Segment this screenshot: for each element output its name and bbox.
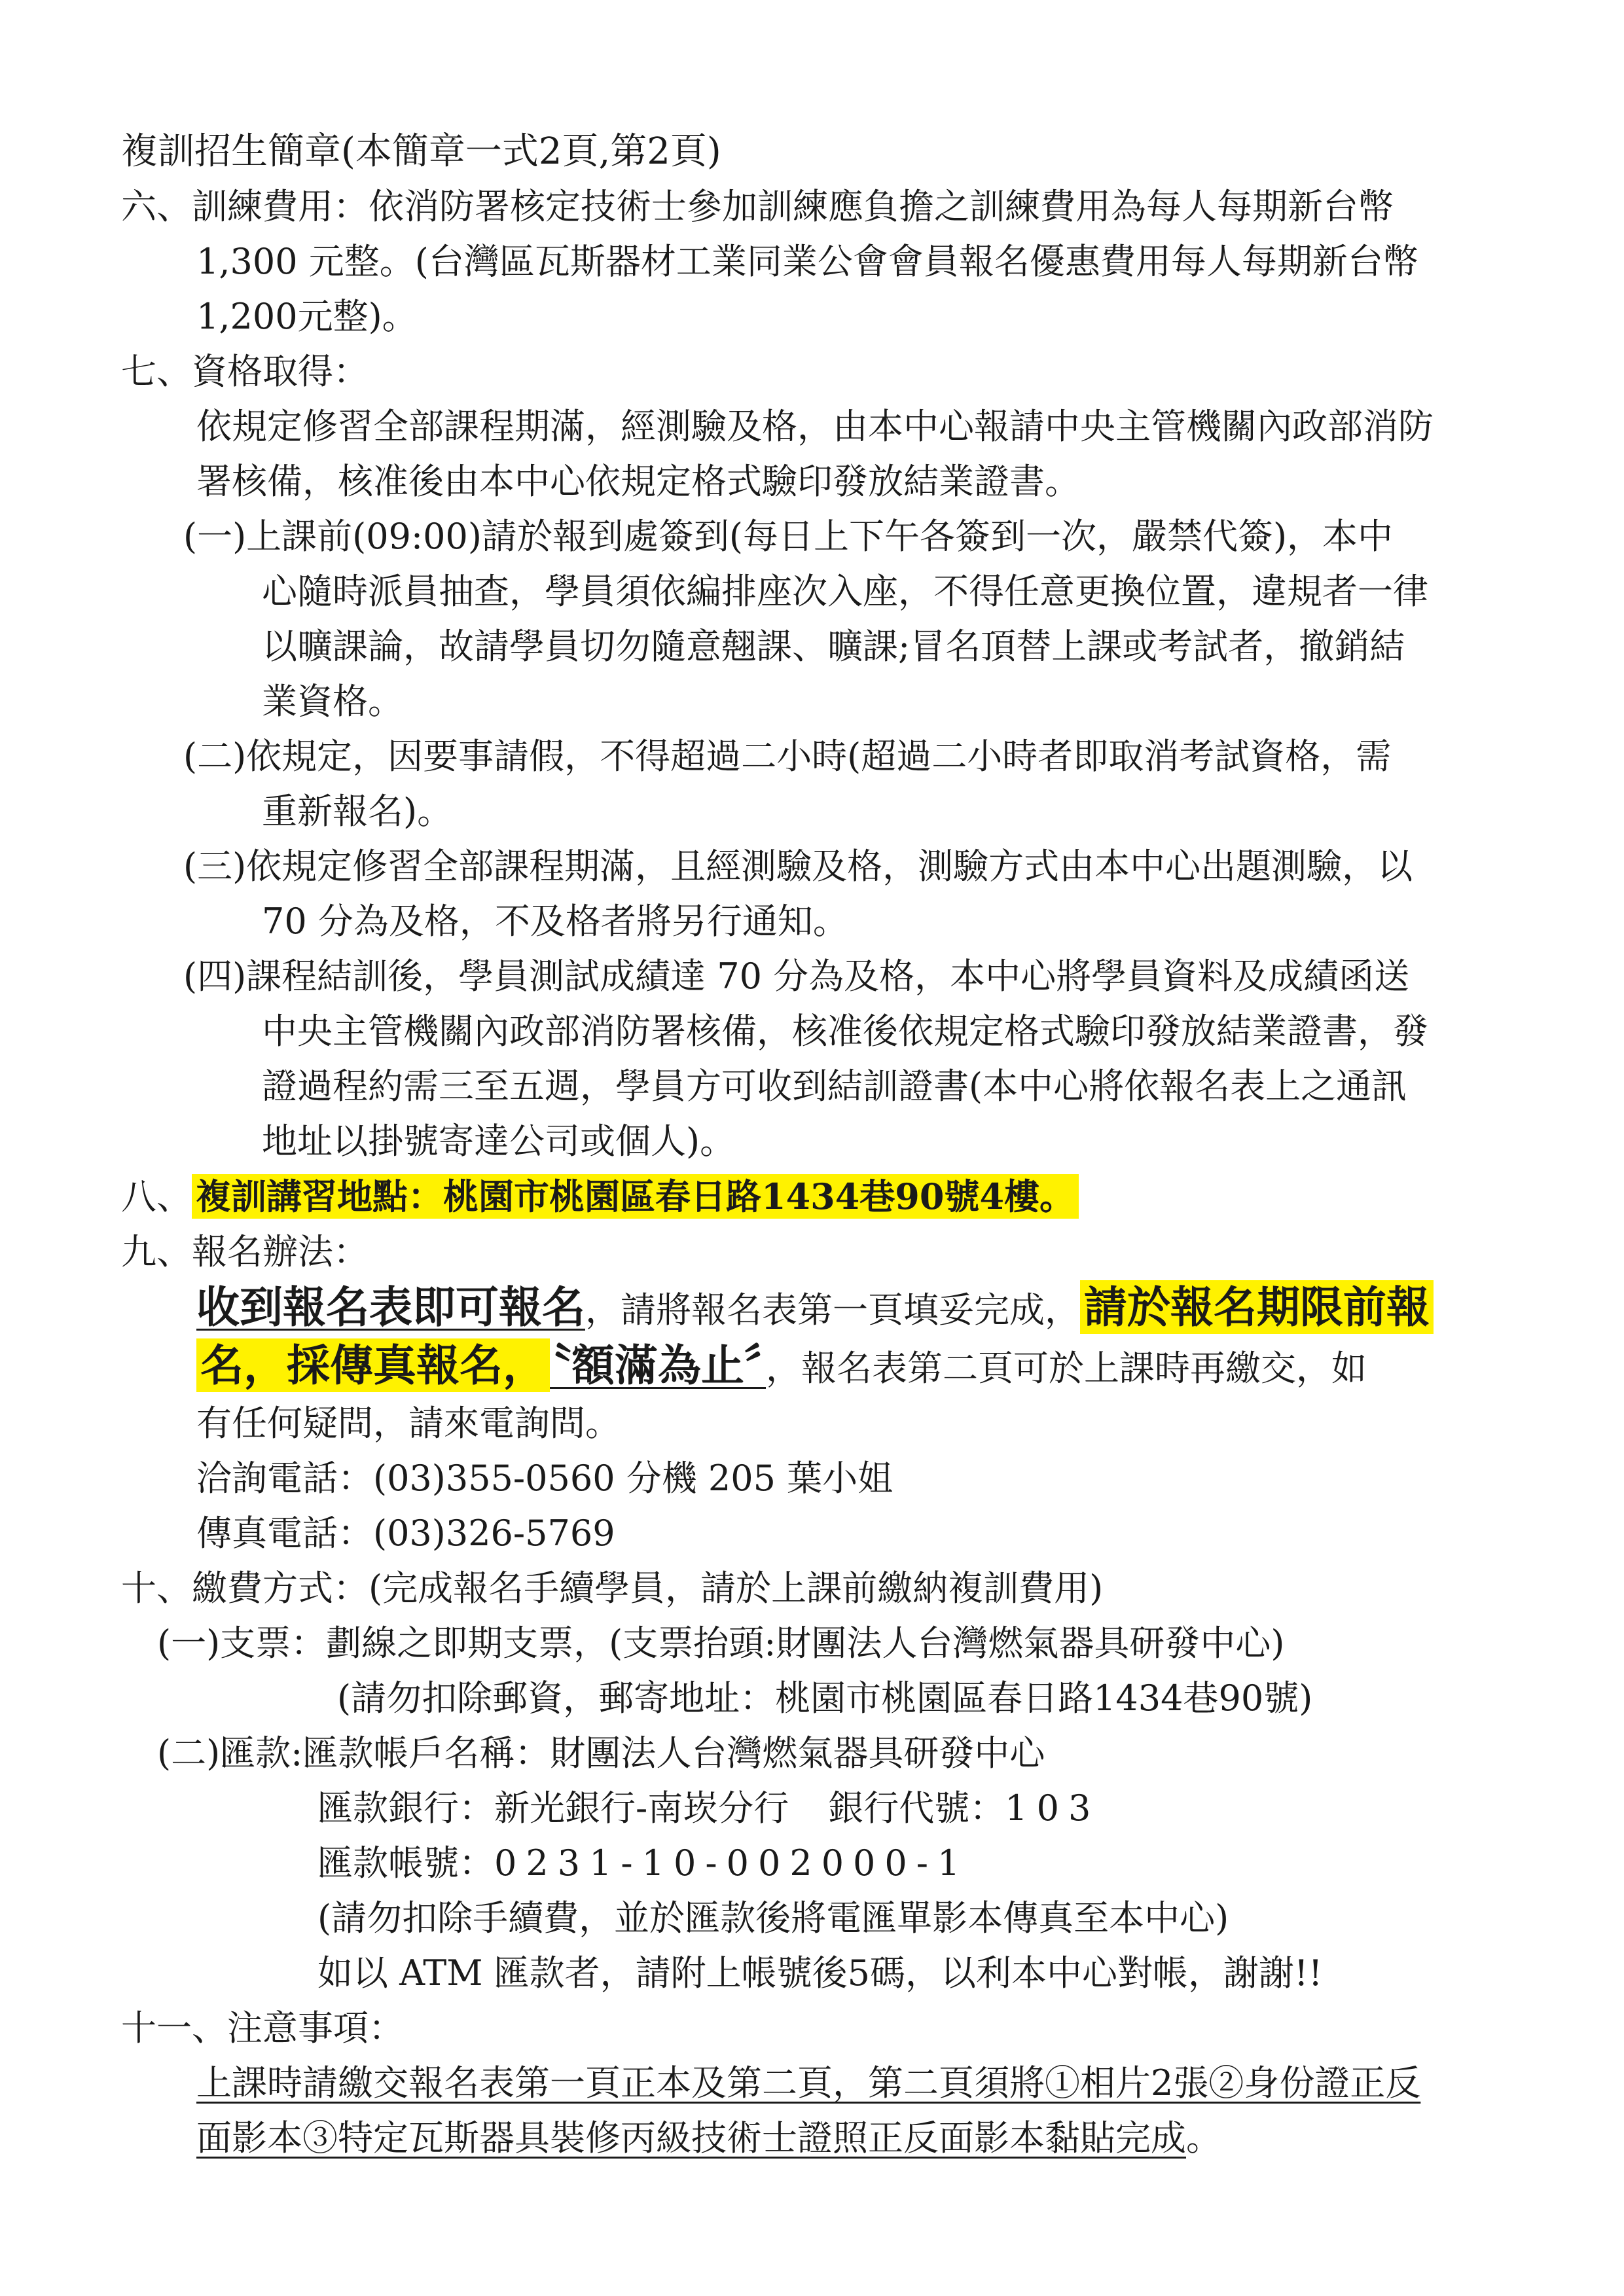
s10-cheque-line-2: (請勿扣除郵資，郵寄地址：桃園市桃園區春日路1434巷90號) [337,1677,1313,1719]
s10-atm: 如以 ATM 匯款者，請附上帳號後5碼，以利本中心對帳，謝謝!! [317,1952,1323,1994]
s10-note: (請勿扣除手續費，並於匯款後將電匯單影本傳真至本中心) [317,1897,1229,1939]
s10-bank: 匯款銀行：新光銀行-南崁分行 [317,1787,789,1829]
s7-item1-line-3: 以曠課論，故請學員切勿隨意翹課、曠課;冒名頂替上課或考試者，撤銷結 [262,626,1405,667]
s7-heading: 七、資格取得： [121,351,369,392]
s10-bank-line [121,1781,1513,1836]
s7-item3-line-1: (三)依規定修習全部課程期滿，且經測驗及格，測驗方式由本中心出題測驗，以 [183,846,1413,887]
s9-until-full-text: 〝額滿為止〞 [550,1340,766,1391]
s10-account-line [121,1836,1513,1891]
s9-deadline-highlight: 請於報名期限前報 [1080,1280,1434,1334]
s6-line-2: 1,300 元整。(台灣區瓦斯器材工業同業公會會員報名優惠費用每人每期新台幣 [196,241,1418,282]
s10-heading: 十、繳費方式：(完成報名手續學員，請於上課前繳納複訓費用) [121,1568,1104,1609]
s7-item4-line-1: (四)課程結訓後，學員測試成績達 70 分為及格，本中心將學員資料及成績函送 [183,956,1410,997]
document-title: 複訓招生簡章(本簡章一式2頁,第2頁) [121,130,721,173]
s9-fill-form-text: ，請將報名表第一頁填妥完成， [585,1289,1080,1331]
s10-bank-code-label: 銀行代號： [828,1787,1005,1829]
s10-cheque-line-1: (一)支票：劃線之即期支票，(支票抬頭:財團法人台灣燃氣器具研發中心) [157,1623,1285,1664]
s7-item4-line-4: 地址以掛號寄達公司或個人)。 [262,1121,736,1162]
s10-account-number: 0231-10-002000-1 [494,1842,969,1884]
s7-item3-line-2: 70 分為及格，不及格者將另行通知。 [262,901,848,942]
s10-remit-line-1: (二)匯款:匯款帳戶名稱：財團法人台灣燃氣器具研發中心 [157,1732,1045,1774]
s8-venue-highlight: 複訓講習地點：桃園市桃園區春日路1434巷90號4樓。 [192,1174,1079,1219]
s8-line [121,1169,1513,1225]
s9-phone: 洽詢電話：(03)355-0560 分機 205 葉小姐 [196,1458,893,1499]
s6-line-3: 1,200元整)。 [196,296,418,337]
s7-item2-line-2: 重新報名)。 [262,791,453,832]
s9-receive-form-text: 收到報名表即可報名 [196,1282,585,1333]
s7-item1-line-1: (一)上課前(09:00)請於報到處簽到(每日上下午各簽到一次，嚴禁代簽)，本中 [183,516,1394,557]
s7-para-line-1: 依規定修習全部課程期滿，經測驗及格，由本中心報請中央主管機關內政部消防 [196,406,1434,447]
s7-para-line-2: 署核備，核准後由本中心依規定格式驗印發放結業證書。 [196,461,1080,502]
s10-account-label: 匯款帳號： [317,1842,494,1884]
s9-fax-signup-highlight: 名，採傳真報名， [196,1338,550,1392]
s9-row-2 [121,1338,1513,1396]
s11-line-1: 上課時請繳交報名表第一頁正本及第二頁，第二頁須將①相片2張②身份證正反 [196,2062,1421,2104]
s10-bank-code: 103 [1005,1787,1100,1829]
s11-heading: 十一、注意事項： [121,2007,404,2049]
s11-line-2 [121,2111,1513,2166]
s11-line-2-text: 面影本③特定瓦斯器具裝修丙級技術士證照正反面影本黏貼完成 [196,2117,1186,2159]
s8-prefix: 八、 [121,1176,192,1217]
s7-item1-line-4: 業資格。 [262,681,403,722]
s11-line-2-end: 。 [1186,2117,1221,2159]
s9-fax: 傳真電話：(03)326-5769 [196,1513,615,1554]
s7-item2-line-1: (二)依規定，因要事請假，不得超過二小時(超過二小時者即取消考試資格，需 [183,736,1392,777]
s9-heading: 九、報名辦法： [121,1231,369,1272]
s7-item4-line-2: 中央主管機關內政部消防署核備，核准後依規定格式驗印發放結業證書，發 [262,1011,1428,1052]
s9-row-3: 有任何疑問，請來電詢問。 [196,1403,621,1444]
s9-row-1 [121,1280,1513,1338]
s7-item4-line-3: 證過程約需三至五週，學員方可收到結訓證書(本中心將依報名表上之通訊 [262,1066,1407,1107]
s6-line-1: 六、訓練費用：依消防署核定技術士參加訓練應負擔之訓練費用為每人每期新台幣 [121,186,1394,227]
s7-item1-line-2: 心隨時派員抽查，學員須依編排座次入座，不得任意更換位置，違規者一律 [262,571,1428,612]
s9-second-page-text: ，報名表第二頁可於上課時再繳交，如 [766,1348,1367,1389]
